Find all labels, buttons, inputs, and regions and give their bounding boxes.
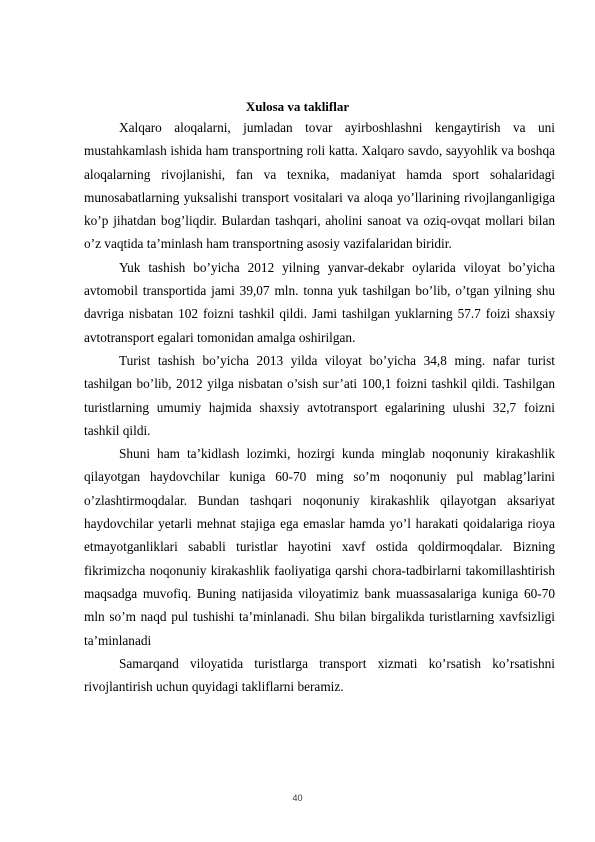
paragraph-cargo: Yuk tashish bo’yicha 2012 yilning yanvar-dekabr oylarida viloyat bo’yicha avtomobil transportida jami 39,07 mln. tonna yuk tashilgan bo’lib, o’tgan yilning shu davriga nisbatan 102 foizni tashkil qildi. Jami tashilgan yuklarning 57.7 foizi shaxsiy avtotransport egalari tomonidan amalga oshirilgan. xyxy=(84,259,555,345)
page-number: 40 xyxy=(292,793,303,803)
paragraph-tourists: Turist tashish bo’yicha 2013 yilda viloyat bo’yicha 34,8 ming. nafar turist tashilgan bo’lib, 2012 yilga nisbatan o’sish sur’ati 100,1 foizni tashkil qildi. Tashilgan turistlarning umumiy hajmida shaxsiy avtotransport egalarining ulushi 32,7 foizni tashkil qildi. xyxy=(84,352,555,438)
body-text xyxy=(84,116,555,698)
paragraph-proposals: Samarqand viloyatida turistlarga transport xizmati ko’rsatish ko’rsatishni rivojlantirish uchun quyidagi takliflarni beramiz. xyxy=(84,655,555,695)
paragraph-illegal-taxi: Shuni ham ta’kidlash lozimki, hozirgi kunda minglab noqonuniy kirakashlik qilayotgan haydovchilar kuniga 60-70 ming so’m noqonuniy pul mablag’larini o’zlashtirmoqdalar. Bundan tashqari noqonuniy kirakashlik qilayotgan aksariyat haydovchilar yetarli mehnat stajiga ega emaslar hamda yo’l harakati qoidalariga rioya etmayotganliklari sababli turistlar hayotini xavf ostida qoldirmoqdalar. Bizning fikrimizcha noqonuniy kirakashlik faoliyatiga qarshi chora-tadbirlarni takomillashtirish maqsadga muvofiq. Buning natijasida viloyatimiz bank muassasalariga kuniga 60-70 mln so’m naqd pul tushishi ta’minlanadi. Shu bilan birgalikda turistlarning xavfsizligi ta’minlanadi xyxy=(84,446,555,648)
paragraph-intro: Xalqaro aloqalarni, jumladan tovar ayirboshlashni kengaytirish va uni mustahkamlash ishida ham transportning roli katta. Xalqaro savdo, sayyohlik va boshqa aloqalarning rivojlanishi, fan va texnika, madaniyat hamda sport sohalaridagi munosabatlarning yuksalishi transport vositalari va aloqa yo’llarining rivojlanganligiga ko’p jihatdan bog’liqdir. Bulardan tashqari, aholini sanoat va oziq-ovqat mollari bilan o’z vaqtida ta’minlash ham transportning asosiy vazifalaridan biridir. xyxy=(84,120,555,252)
section-heading: Xulosa va takliflar xyxy=(245,99,350,114)
